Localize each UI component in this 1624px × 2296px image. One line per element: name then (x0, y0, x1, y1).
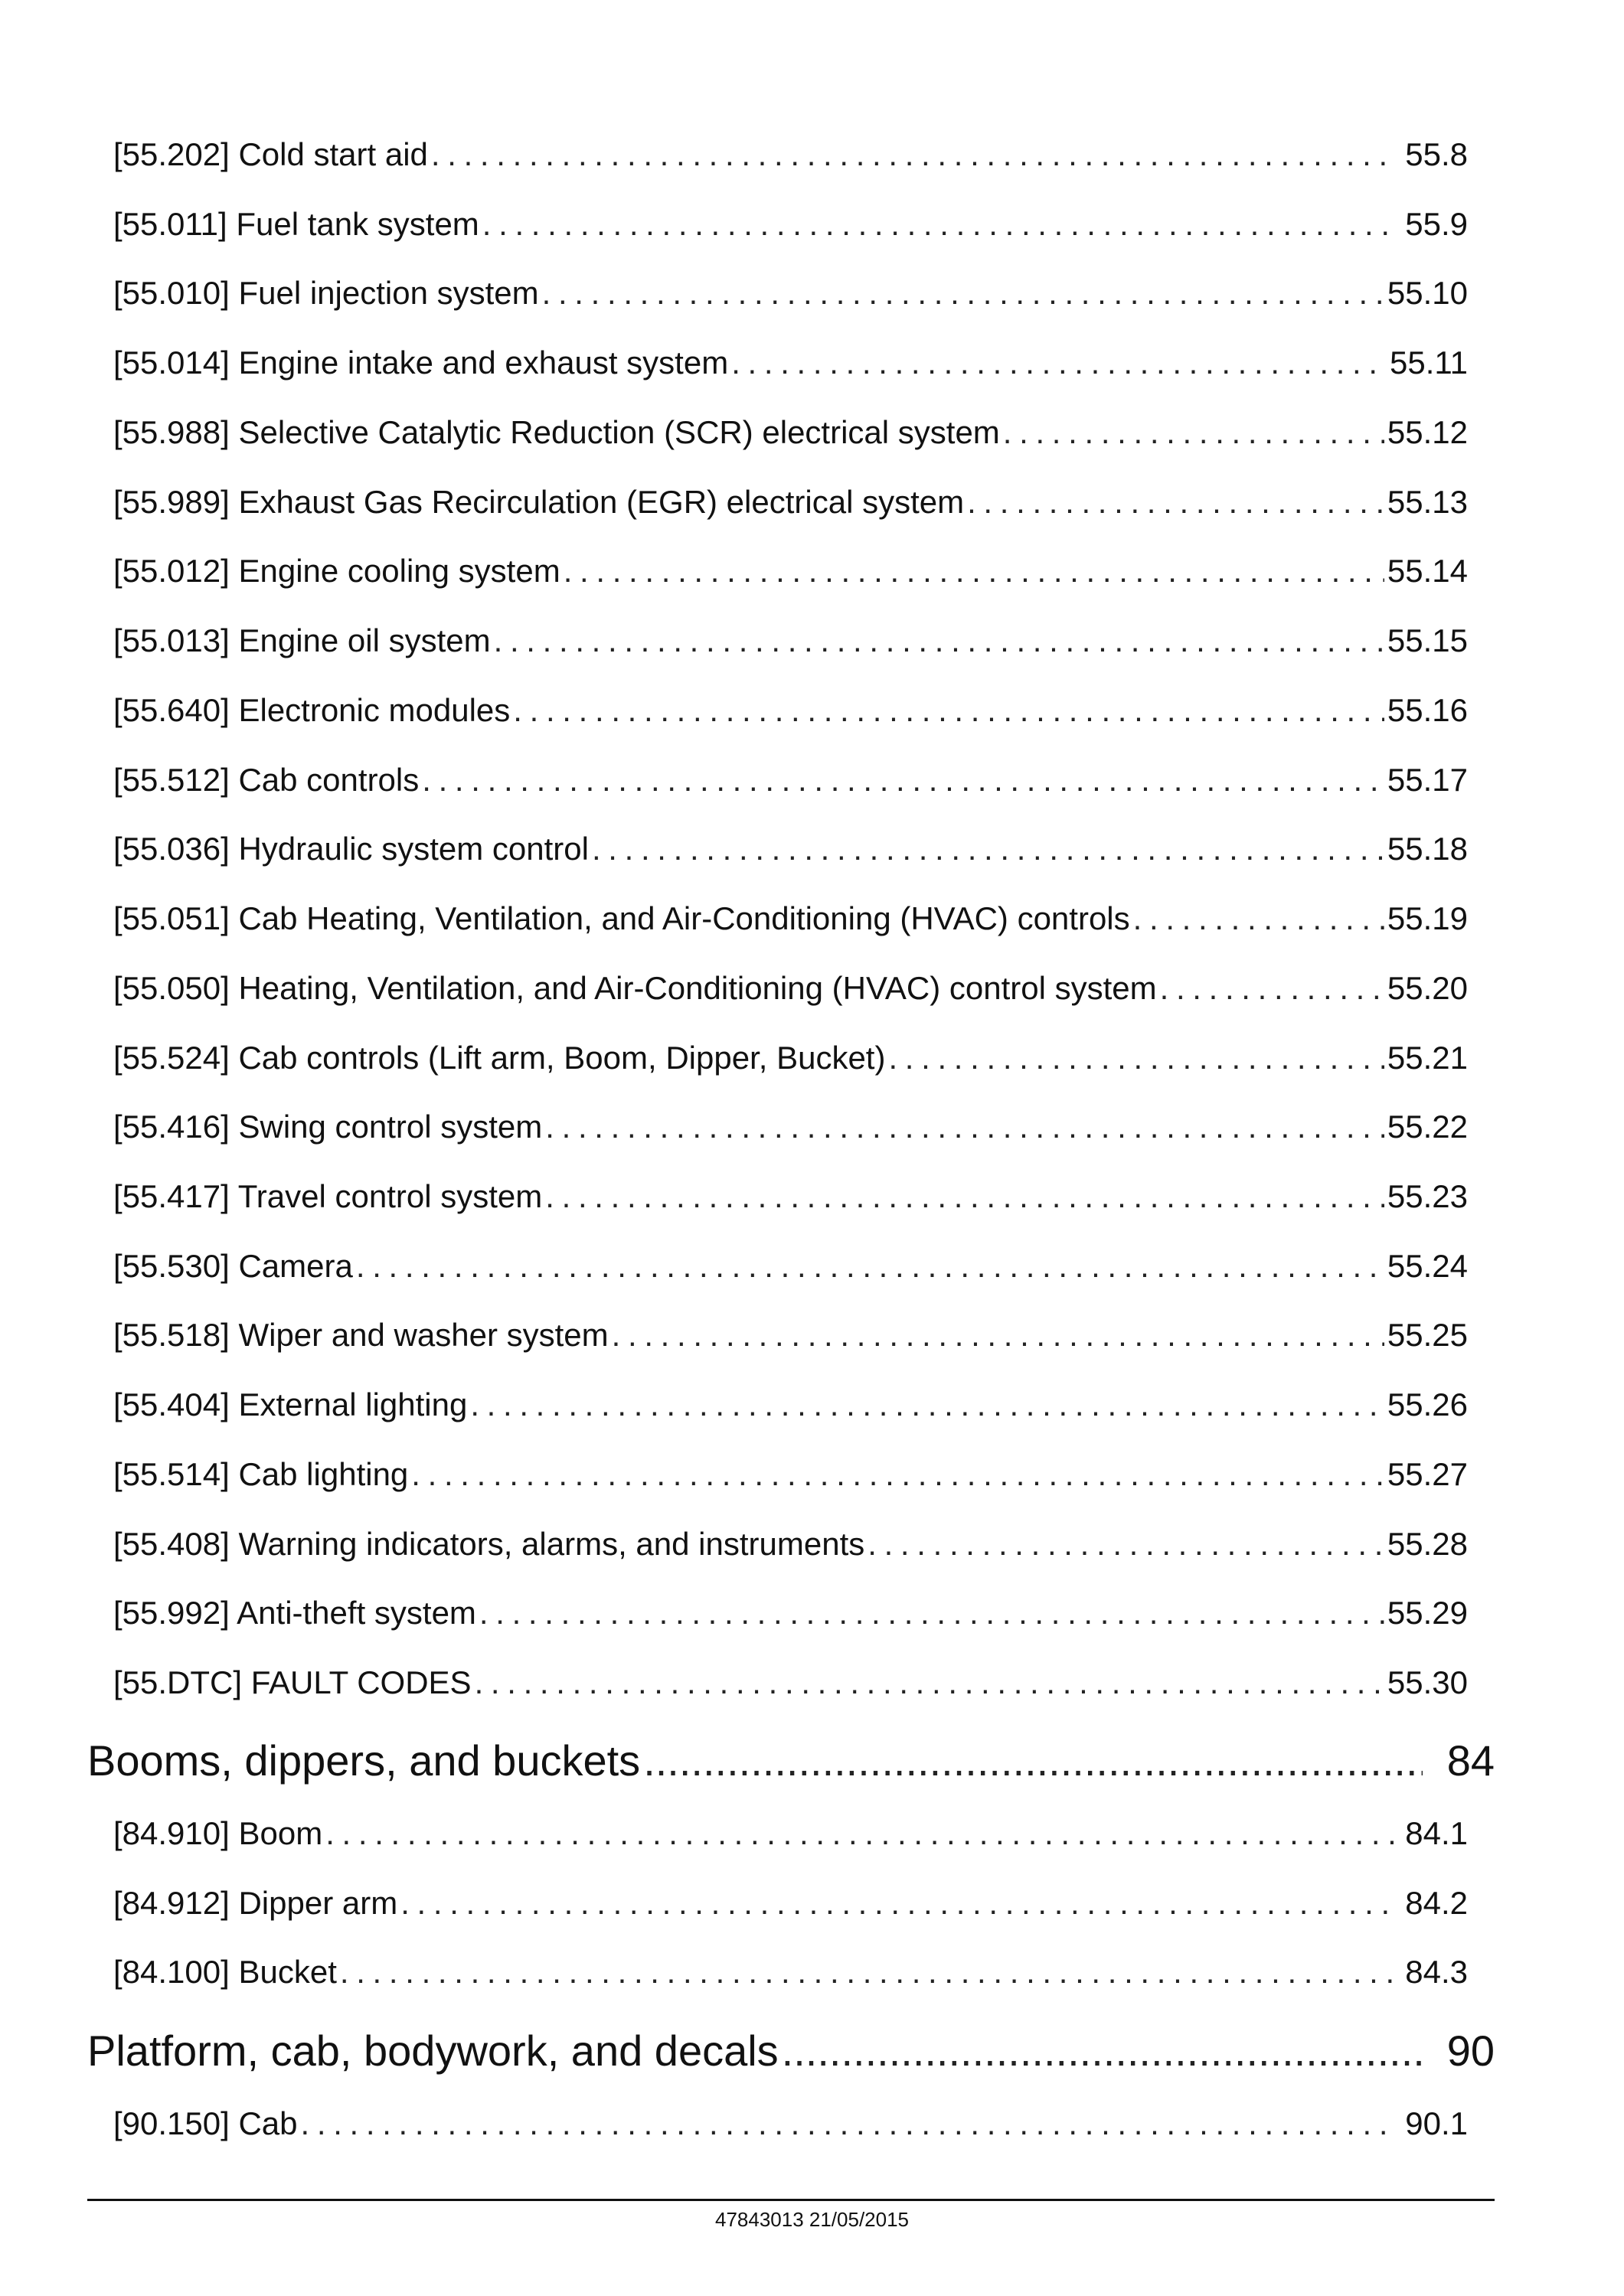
toc-entry[interactable] (113, 762, 1468, 799)
toc-entry-page: 55.19 (1387, 900, 1468, 936)
toc-entry-page: 84.1 (1405, 1815, 1468, 1851)
toc-entry[interactable] (113, 1317, 1468, 1354)
toc-entry-label: [55.051] Cab Heating, Ventilation, and Air-Conditioning (HVAC) controls (113, 900, 1130, 936)
toc-entry-page: 55.29 (1387, 1595, 1468, 1631)
dot-leader (1160, 970, 1384, 1007)
dot-leader (340, 1954, 1396, 1991)
toc-entry-page: 55.23 (1387, 1178, 1468, 1214)
toc-entry[interactable] (113, 622, 1468, 659)
toc-entry-page: 55.30 (1387, 1664, 1468, 1700)
dot-leader (542, 275, 1384, 312)
dot-leader (479, 1595, 1384, 1631)
toc-entry-page: 55.18 (1387, 831, 1468, 867)
toc-entry-label: [55.640] Electronic modules (113, 692, 511, 728)
toc-entry[interactable] (113, 1885, 1468, 1922)
toc-section-label: Platform, cab, bodywork, and decals (87, 2027, 779, 2075)
dot-leader (431, 136, 1396, 173)
toc-entry-label: [55.518] Wiper and washer system (113, 1317, 609, 1353)
dot-leader (643, 1736, 1423, 1785)
toc-entry[interactable] (113, 692, 1468, 729)
toc-entry-page: 55.11 (1390, 345, 1468, 380)
toc-entry[interactable] (113, 1954, 1468, 1991)
toc-entry-label: [55.416] Swing control system (113, 1109, 543, 1145)
dot-leader (356, 1248, 1384, 1285)
toc-entry-page: 55.27 (1387, 1456, 1468, 1492)
dot-leader (475, 1664, 1384, 1701)
toc-entry[interactable] (113, 2105, 1468, 2142)
toc-entry-label: [55.011] Fuel tank system (113, 206, 479, 242)
toc-entry[interactable] (113, 1248, 1468, 1285)
toc-entry[interactable] (113, 1595, 1468, 1631)
toc-entry-page: 55.9 (1405, 206, 1468, 242)
toc-section-heading[interactable] (87, 1736, 1495, 1785)
footer-document-id: 47843013 21/05/2015 (714, 2208, 910, 2231)
dot-leader (470, 1386, 1384, 1423)
toc-entry-label: [55.404] External lighting (113, 1386, 468, 1422)
toc-entry[interactable] (113, 1815, 1468, 1852)
toc-entry-label: [55.012] Engine cooling system (113, 553, 560, 589)
toc-entry-label: [84.100] Bucket (113, 1954, 337, 1990)
dot-leader (731, 345, 1387, 381)
dot-leader (301, 2105, 1396, 2142)
toc-entry-label: [55.013] Engine oil system (113, 622, 491, 658)
dot-leader (868, 1526, 1384, 1563)
toc-section-page: 90 (1446, 2027, 1495, 2075)
toc-entry-page: 55.13 (1387, 484, 1468, 520)
toc-entry-label: [55.408] Warning indicators, alarms, and instruments (113, 1526, 865, 1562)
dot-leader (592, 831, 1384, 867)
toc-entry-label: [55.512] Cab controls (113, 762, 420, 798)
dot-leader (494, 622, 1384, 659)
toc-entry-page: 55.20 (1387, 970, 1468, 1006)
toc-entry[interactable] (113, 484, 1468, 521)
toc-entry[interactable] (113, 970, 1468, 1007)
dot-leader (612, 1317, 1384, 1354)
toc-entry-label: [84.912] Dipper arm (113, 1885, 398, 1921)
toc-section-page: 84 (1446, 1736, 1495, 1785)
toc-entry[interactable] (113, 831, 1468, 867)
toc-section-label: Booms, dippers, and buckets (87, 1736, 641, 1785)
toc-entry[interactable] (113, 1456, 1468, 1493)
toc-entry-label: [55.036] Hydraulic system control (113, 831, 589, 867)
dot-leader (482, 206, 1396, 243)
toc-entry-page: 55.14 (1387, 553, 1468, 589)
toc-entry-label: [55.530] Camera (113, 1248, 353, 1284)
toc-entry[interactable] (113, 275, 1468, 312)
toc-entry-page: 55.21 (1387, 1040, 1468, 1076)
toc-entry-page: 84.2 (1405, 1885, 1468, 1921)
toc-entry-page: 55.8 (1405, 136, 1468, 172)
toc-entry-page: 55.16 (1387, 692, 1468, 728)
toc-entry[interactable] (113, 414, 1468, 451)
toc-entry[interactable] (113, 1040, 1468, 1076)
toc-entry-page: 90.1 (1405, 2105, 1468, 2141)
dot-leader (411, 1456, 1384, 1493)
dot-leader (545, 1178, 1384, 1215)
toc-entry-label: [55.989] Exhaust Gas Recirculation (EGR) electrical system (113, 484, 965, 520)
toc-entry-page: 55.17 (1387, 762, 1468, 798)
toc-entry-label: [55.514] Cab lighting (113, 1456, 409, 1492)
toc-entry-label: [55.050] Heating, Ventilation, and Air-Conditioning (HVAC) control system (113, 970, 1157, 1006)
dot-leader (888, 1040, 1384, 1076)
toc-entry-label: [55.992] Anti-theft system (113, 1595, 476, 1631)
dot-leader (564, 553, 1384, 590)
toc-entry-page: 55.10 (1387, 275, 1468, 311)
toc-entry-label: [55.417] Travel control system (113, 1178, 543, 1214)
dot-leader (782, 2026, 1423, 2076)
footer-rule (87, 2199, 1495, 2201)
toc-entry-label: [84.910] Boom (113, 1815, 323, 1851)
toc-entry-label: [55.524] Cab controls (Lift arm, Boom, Dipper, Bucket) (113, 1040, 886, 1076)
toc-entry[interactable] (113, 900, 1468, 937)
dot-leader (513, 692, 1384, 729)
toc-entry[interactable] (113, 345, 1468, 381)
dot-leader (422, 762, 1384, 799)
toc-entry-page: 84.3 (1405, 1954, 1468, 1990)
toc-section-heading[interactable] (87, 2026, 1495, 2076)
toc-entry-page: 55.26 (1387, 1386, 1468, 1422)
toc-entry[interactable] (113, 136, 1468, 173)
toc-entry-label: [55.202] Cold start aid (113, 136, 428, 172)
dot-leader (545, 1109, 1384, 1145)
toc-entry-page: 55.22 (1387, 1109, 1468, 1145)
toc-entry[interactable] (113, 1386, 1468, 1423)
dot-leader (1003, 414, 1384, 451)
dot-leader (1133, 900, 1384, 937)
toc-entry[interactable] (113, 1109, 1468, 1145)
toc-entry-page: 55.28 (1387, 1526, 1468, 1562)
toc-entry-page: 55.25 (1387, 1317, 1468, 1353)
dot-leader (325, 1815, 1396, 1852)
toc-entry[interactable] (113, 1526, 1468, 1563)
toc-entry[interactable] (113, 553, 1468, 590)
toc-entry[interactable] (113, 206, 1468, 243)
toc-entry-page: 55.12 (1387, 414, 1468, 450)
toc-entry-label: [55.DTC] FAULT CODES (113, 1664, 472, 1700)
toc-entry-label: [55.988] Selective Catalytic Reduction (SCR) electrical system (113, 414, 1000, 450)
toc-entry-page: 55.15 (1387, 622, 1468, 658)
toc-entry-label: [55.010] Fuel injection system (113, 275, 539, 311)
dot-leader (400, 1885, 1396, 1922)
toc-entry[interactable] (113, 1178, 1468, 1215)
toc-entry-page: 55.24 (1387, 1248, 1468, 1284)
toc-entry[interactable] (113, 1664, 1468, 1701)
toc-entry-label: [55.014] Engine intake and exhaust system (113, 345, 729, 380)
dot-leader (967, 484, 1384, 521)
toc-entry-label: [90.150] Cab (113, 2105, 298, 2141)
